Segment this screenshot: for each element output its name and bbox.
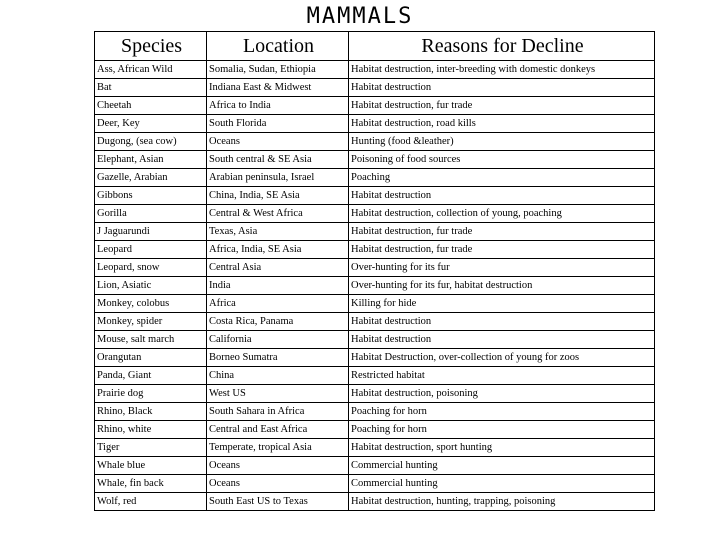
species-cell: Panda, Giant	[95, 367, 207, 385]
location-cell: Africa	[207, 295, 349, 313]
table-row	[95, 277, 655, 295]
reason-cell: Commercial hunting	[349, 457, 655, 475]
species-cell: Gazelle, Arabian	[95, 169, 207, 187]
location-cell: Central & West Africa	[207, 205, 349, 223]
table-row	[95, 421, 655, 439]
reason-cell: Habitat destruction	[349, 331, 655, 349]
table-row	[95, 115, 655, 133]
species-cell: Rhino, Black	[95, 403, 207, 421]
location-cell: West US	[207, 385, 349, 403]
reason-cell: Habitat destruction, fur trade	[349, 241, 655, 259]
table-row	[95, 169, 655, 187]
table-row	[95, 403, 655, 421]
species-cell: Mouse, salt march	[95, 331, 207, 349]
species-cell: Elephant, Asian	[95, 151, 207, 169]
location-cell: Africa, India, SE Asia	[207, 241, 349, 259]
species-cell: Dugong, (sea cow)	[95, 133, 207, 151]
table-row	[95, 79, 655, 97]
location-cell: Indiana East & Midwest	[207, 79, 349, 97]
location-cell: Arabian peninsula, Israel	[207, 169, 349, 187]
table-row	[95, 151, 655, 169]
table-row	[95, 349, 655, 367]
reason-cell: Habitat destruction, fur trade	[349, 223, 655, 241]
table-row	[95, 439, 655, 457]
table-row	[95, 493, 655, 511]
species-cell: Cheetah	[95, 97, 207, 115]
location-cell: Texas, Asia	[207, 223, 349, 241]
species-cell: Leopard	[95, 241, 207, 259]
header-location: Location	[207, 32, 349, 61]
location-cell: Central and East Africa	[207, 421, 349, 439]
page-title: MAMMALS	[306, 4, 414, 29]
reason-cell: Habitat destruction, poisoning	[349, 385, 655, 403]
location-cell: Costa Rica, Panama	[207, 313, 349, 331]
location-cell: Temperate, tropical Asia	[207, 439, 349, 457]
table-row	[95, 367, 655, 385]
location-cell: Borneo Sumatra	[207, 349, 349, 367]
species-cell: Deer, Key	[95, 115, 207, 133]
header-species: Species	[95, 32, 207, 61]
table-row	[95, 331, 655, 349]
table-row	[95, 223, 655, 241]
table-row	[95, 295, 655, 313]
table-row	[95, 97, 655, 115]
species-cell: Rhino, white	[95, 421, 207, 439]
species-cell: Whale, fin back	[95, 475, 207, 493]
location-cell: South Sahara in Africa	[207, 403, 349, 421]
location-cell: Central Asia	[207, 259, 349, 277]
species-cell: Prairie dog	[95, 385, 207, 403]
table-row	[95, 133, 655, 151]
header-reasons: Reasons for Decline	[349, 32, 655, 61]
location-cell: South central & SE Asia	[207, 151, 349, 169]
table-row	[95, 241, 655, 259]
table-row	[95, 205, 655, 223]
table-body	[95, 61, 655, 511]
reason-cell: Killing for hide	[349, 295, 655, 313]
table-row	[95, 259, 655, 277]
reason-cell: Habitat destruction, inter-breeding with domestic donkeys	[349, 61, 655, 79]
location-cell: Oceans	[207, 133, 349, 151]
reason-cell: Over-hunting for its fur, habitat destruction	[349, 277, 655, 295]
table-row	[95, 187, 655, 205]
reason-cell: Habitat destruction, fur trade	[349, 97, 655, 115]
reason-cell: Poisoning of food sources	[349, 151, 655, 169]
location-cell: China	[207, 367, 349, 385]
species-cell: Leopard, snow	[95, 259, 207, 277]
species-cell: Lion, Asiatic	[95, 277, 207, 295]
table-row	[95, 61, 655, 79]
table-row	[95, 475, 655, 493]
reason-cell: Habitat destruction, hunting, trapping, poisoning	[349, 493, 655, 511]
species-cell: Wolf, red	[95, 493, 207, 511]
table-row	[95, 457, 655, 475]
location-cell: Somalia, Sudan, Ethiopia	[207, 61, 349, 79]
mammals-table	[94, 31, 655, 511]
species-cell: Tiger	[95, 439, 207, 457]
reason-cell: Habitat destruction, road kills	[349, 115, 655, 133]
species-cell: Ass, African Wild	[95, 61, 207, 79]
table-row	[95, 385, 655, 403]
species-cell: Whale blue	[95, 457, 207, 475]
table-row	[95, 313, 655, 331]
location-cell: Africa to India	[207, 97, 349, 115]
species-cell: Gorilla	[95, 205, 207, 223]
reason-cell: Restricted habitat	[349, 367, 655, 385]
reason-cell: Habitat destruction	[349, 313, 655, 331]
reason-cell: Poaching for horn	[349, 403, 655, 421]
location-cell: Oceans	[207, 457, 349, 475]
species-cell: J Jaguarundi	[95, 223, 207, 241]
location-cell: South East US to Texas	[207, 493, 349, 511]
reason-cell: Habitat destruction, collection of young, poaching	[349, 205, 655, 223]
reason-cell: Habitat destruction, sport hunting	[349, 439, 655, 457]
location-cell: India	[207, 277, 349, 295]
reason-cell: Habitat destruction	[349, 79, 655, 97]
reason-cell: Habitat destruction	[349, 187, 655, 205]
location-cell: South Florida	[207, 115, 349, 133]
reason-cell: Poaching for horn	[349, 421, 655, 439]
location-cell: Oceans	[207, 475, 349, 493]
species-cell: Gibbons	[95, 187, 207, 205]
reason-cell: Hunting (food &leather)	[349, 133, 655, 151]
species-cell: Bat	[95, 79, 207, 97]
reason-cell: Commercial hunting	[349, 475, 655, 493]
species-cell: Orangutan	[95, 349, 207, 367]
reason-cell: Habitat Destruction, over-collection of young for zoos	[349, 349, 655, 367]
reason-cell: Poaching	[349, 169, 655, 187]
location-cell: California	[207, 331, 349, 349]
species-cell: Monkey, colobus	[95, 295, 207, 313]
reason-cell: Over-hunting for its fur	[349, 259, 655, 277]
header-row	[95, 32, 655, 61]
location-cell: China, India, SE Asia	[207, 187, 349, 205]
species-cell: Monkey, spider	[95, 313, 207, 331]
